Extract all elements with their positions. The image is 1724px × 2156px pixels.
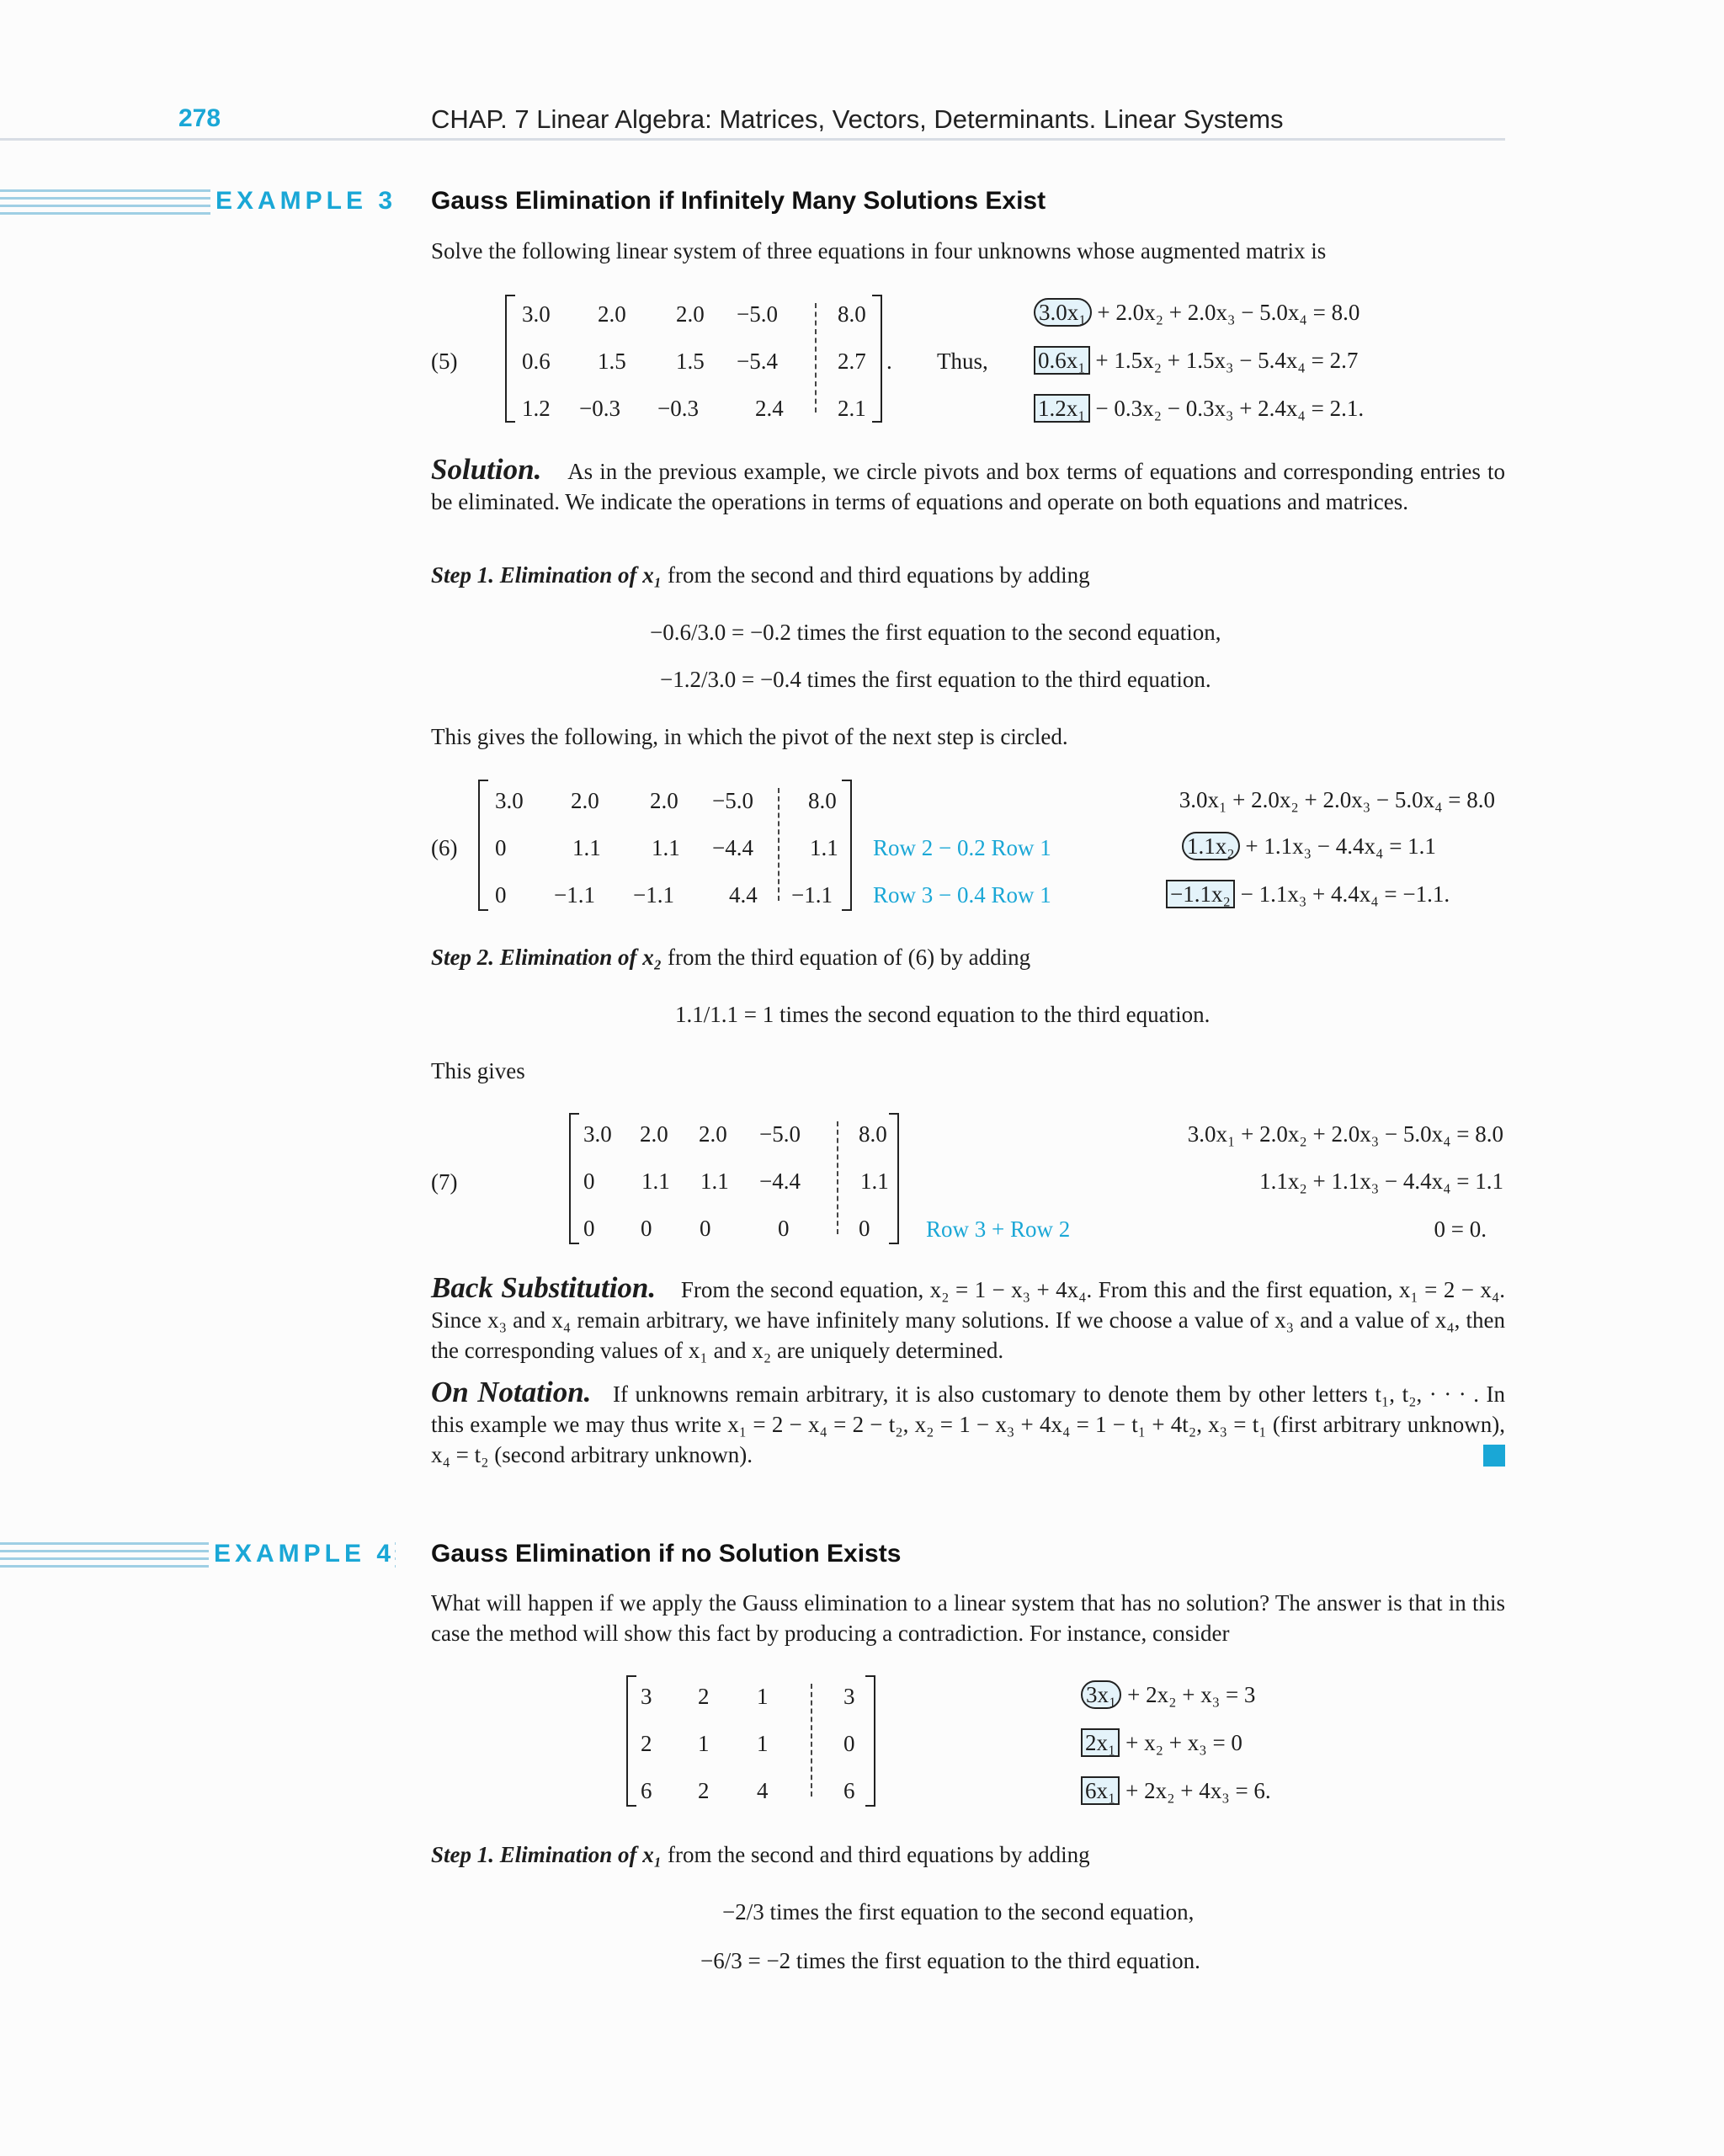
notation-paragraph: On Notation. If unknowns remain arbitrary, it is also customary to denote them by other letters t₁, t₂, · · · . In this example we may thus write x₁ = 2 − x₄ = 2 − t₂, x₂ = 1 − x₃ + 4x₄ = 1 − t₁ + 4t₂, x₃ = t₁ (first arbitrary unknown), x₄ = t₂ (second arbitrary unknown). <box>431 1376 1506 1467</box>
end-of-example-mark <box>1483 1445 1505 1467</box>
system-6-eq-1: 3.0x₁ + 2.0x₂ + 2.0x₃ − 5.0x₄ = 8.0 <box>1179 787 1495 812</box>
page-number: 278 <box>178 104 221 132</box>
matrix-5-period: . <box>886 349 892 374</box>
matrix-5: 3.0 2.0 2.0 −5.0 8.0 0.6 1.5 1.5 −5.4 2.7 1.2 −0.3 −0.3 2.4 2.1 <box>505 295 884 423</box>
matrix-7: 3.0 2.0 2.0 −5.0 8.0 0 1.1 1.1 −4.4 1.1 0 0 0 0 0 <box>569 1113 906 1244</box>
row-op-7: Row 3 + Row 2 <box>926 1216 1071 1242</box>
row-op-6-row2: Row 2 − 0.2 Row 1 <box>873 835 1051 860</box>
example-3-intro: Solve the following linear system of three equations in four unknowns whose augmented matrix is <box>431 238 1327 264</box>
system-7-eq-2: 1.1x₂ + 1.1x₃ − 4.4x₄ = 1.1 <box>1259 1168 1503 1194</box>
row-op-6-row3: Row 3 − 0.4 Row 1 <box>873 882 1051 908</box>
ex4-system-eq-3: 6x₁ + 2x₂ + 4x₃ = 6. <box>1081 1778 1271 1804</box>
system-7-eq-3: 0 = 0. <box>1434 1216 1487 1242</box>
example-4-label: EXAMPLE 4 <box>209 1540 395 1568</box>
system-6-eq-3: −1.1x₂ − 1.1x₃ + 4.4x₄ = −1.1. <box>1166 881 1450 908</box>
step-2-op: 1.1/1.1 = 1 times the second equation to the third equation. <box>675 1002 1211 1027</box>
gives-pivot-text: This gives the following, in which the pivot of the next step is circled. <box>431 724 1068 749</box>
thus-label: Thus, <box>937 349 988 374</box>
solution-paragraph: Solution. As in the previous example, we circle pivots and box terms of equations and corresponding entries to be eliminated. We indicate the operations in terms of equations and operate on both equations and matrices. <box>431 453 1505 514</box>
ex4-step-1-op-1: −2/3 times the first equation to the second equation, <box>722 1899 1195 1924</box>
system-7-eq-1: 3.0x₁ + 2.0x₂ + 2.0x₃ − 5.0x₄ = 8.0 <box>1187 1121 1503 1147</box>
example-4-title: Gauss Elimination if no Solution Exists <box>431 1540 902 1568</box>
step-1-heading: Step 1. Elimination of x₁ from the second and third equations by adding <box>431 562 1090 588</box>
chapter-title: CHAP. 7 Linear Algebra: Matrices, Vectors, Determinants. Linear Systems <box>431 104 1284 134</box>
matrix-6: 3.0 2.0 2.0 −5.0 8.0 0 1.1 1.1 −4.4 1.1 0 −1.1 −1.1 4.4 −1.1 <box>478 780 857 911</box>
step-1-op-1: −0.6/3.0 = −0.2 times the first equation to the second equation, <box>650 620 1221 645</box>
matrix-ex4: 3 2 1 3 2 1 1 0 6 2 4 6 <box>626 1675 879 1807</box>
system-5-eq-1: 3.0x₁ + 2.0x₂ + 2.0x₃ − 5.0x₄ = 8.0 <box>1034 300 1360 326</box>
eq-number-7: (7) <box>431 1169 458 1195</box>
ex4-step-1-op-2: −6/3 = −2 times the first equation to the third equation. <box>700 1948 1200 1973</box>
ex4-system-eq-1: 3x₁ + 2x₂ + x₃ = 3 <box>1081 1682 1255 1708</box>
ex4-step-1-heading: Step 1. Elimination of x₁ from the second and third equations by adding <box>431 1842 1090 1867</box>
ex4-system-eq-2: 2x₁ + x₂ + x₃ = 0 <box>1081 1730 1242 1756</box>
example-3-label: EXAMPLE 3 <box>210 187 396 216</box>
back-substitution-paragraph: Back Substitution. From the second equation, x₂ = 1 − x₃ + 4x₄. From this and the first equation, x₁ = 2 − x₄. Since x₃ and x₄ remain arbitrary, we have infinitely many solutions. If we choose a value of x₃ and a value of x₄, then the corresponding values of x₁ and x₂ are uniquely determined. <box>431 1271 1506 1363</box>
eq-number-6: (6) <box>431 835 458 860</box>
eq-number-5: (5) <box>431 349 458 374</box>
system-5-eq-2: 0.6x₁ + 1.5x₂ + 1.5x₃ − 5.4x₄ = 2.7 <box>1034 348 1358 374</box>
step-2-heading: Step 2. Elimination of x₂ from the third equation of (6) by adding <box>431 945 1031 970</box>
example-3-title: Gauss Elimination if Infinitely Many Solutions Exist <box>431 187 1046 215</box>
header-rule <box>0 138 1505 141</box>
this-gives-text: This gives <box>431 1058 525 1083</box>
system-6-eq-2: 1.1x₂ + 1.1x₃ − 4.4x₄ = 1.1 <box>1182 833 1436 860</box>
system-5-eq-3: 1.2x₁ − 0.3x₂ − 0.3x₃ + 2.4x₄ = 2.1. <box>1034 396 1364 422</box>
step-1-op-2: −1.2/3.0 = −0.4 times the first equation to the third equation. <box>660 667 1211 692</box>
example-4-intro: What will happen if we apply the Gauss elimination to a linear system that has no solution? The answer is that in this case the method will show this fact by producing a contradiction. For instance, consider <box>431 1590 1505 1646</box>
